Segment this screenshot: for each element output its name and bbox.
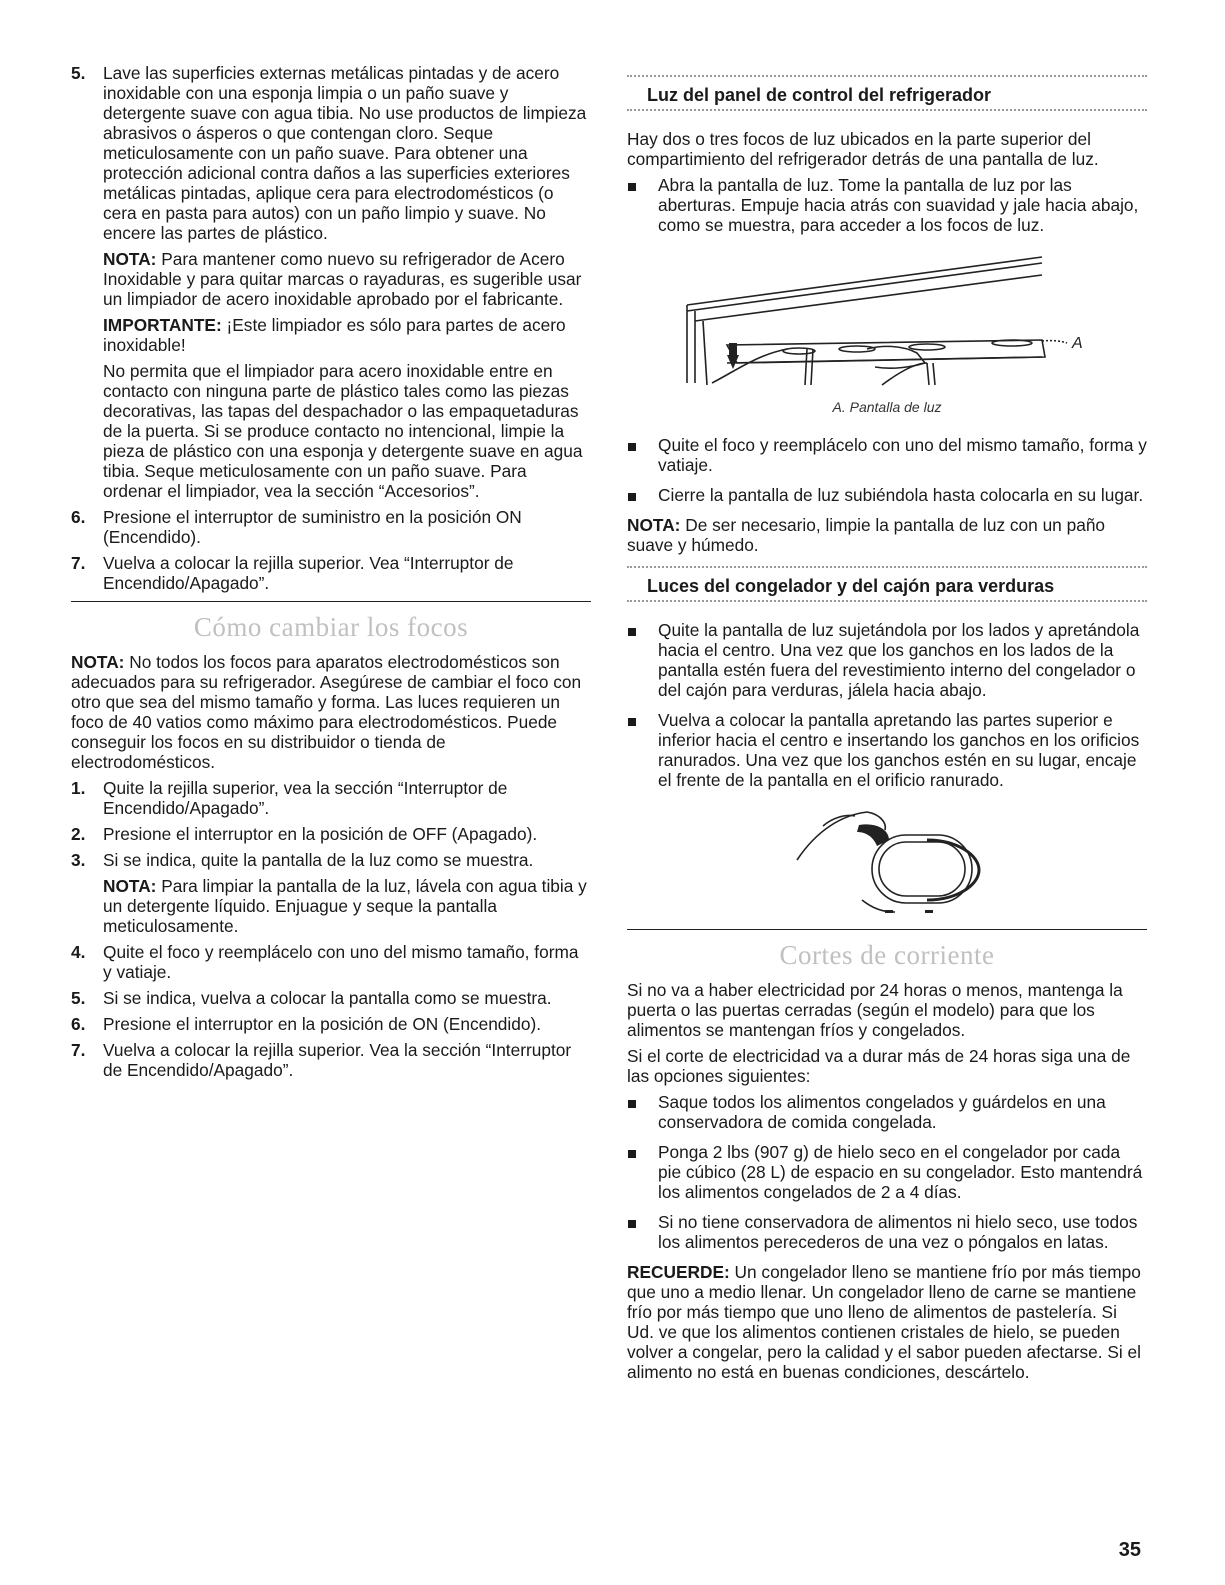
reminder-paragraph bbox=[627, 1262, 1147, 1382]
bullet-item bbox=[627, 435, 1147, 475]
dotted-rule bbox=[627, 600, 1147, 605]
item-text: Si se indica, quite la pantalla de la luz como se muestra. bbox=[103, 850, 534, 870]
item-number: 7. bbox=[71, 1040, 86, 1060]
paragraph: Si el corte de electricidad va a durar más de 24 horas siga una de las opciones siguientes: bbox=[627, 1046, 1131, 1086]
dotted-rule bbox=[627, 109, 1147, 114]
bullet-item bbox=[627, 710, 1147, 790]
list-item bbox=[71, 507, 591, 547]
freezer-shield-illustration bbox=[627, 800, 1147, 925]
intro-paragraph: Hay dos o tres focos de luz ubicados en la parte superior del compartimiento del refrigerador detrás de una pantalla de luz. bbox=[627, 129, 1099, 169]
note-label: NOTA: bbox=[71, 652, 125, 672]
section-title-cortes: Cortes de corriente bbox=[779, 940, 995, 970]
bullet-text: Quite la pantalla de luz sujetándola por los lados y apretándola hacia el centro. Una vez que los ganchos en los lados de la pantalla estén fuera del revestimiento interno del congelador o del cajón para verduras, jálela hacia abajo. bbox=[658, 620, 1140, 700]
right-column bbox=[627, 70, 1147, 1388]
subheading-panel-light: Luz del panel de control del refrigerador bbox=[647, 85, 992, 105]
note-text: No todos los focos para aparatos electrodomésticos son adecuados para su refrigerador. Asegúrese de cambiar el foco con otro que sea del mismo tamaño y forma. Las luces requieren un foco de 40 vatios como máximo para electrodomésticos. Puede conseguir los focos en su distribuidor o tienda de electrodomésticos. bbox=[71, 652, 582, 772]
list-item bbox=[71, 850, 591, 870]
light-shield-figure bbox=[627, 245, 1147, 395]
item-number: 2. bbox=[71, 824, 86, 844]
bullet-icon bbox=[627, 620, 658, 700]
note-label: NOTA: bbox=[103, 876, 157, 896]
item-number: 3. bbox=[71, 850, 86, 870]
paragraph: Si no va a haber electricidad por 24 horas o menos, mantenga la puerta o las puertas cerradas (según el modelo) para que los alimentos se mantengan fríos y congelados. bbox=[627, 980, 1123, 1040]
bullet-text: Saque todos los alimentos congelados y guárdelos en una conservadora de comida congelada. bbox=[658, 1092, 1106, 1132]
item-number: 6. bbox=[71, 1014, 86, 1034]
figure-label-a: A bbox=[1072, 335, 1083, 352]
list-item bbox=[71, 553, 591, 593]
item-text: Vuelva a colocar la rejilla superior. Vea “Interruptor de Encendido/Apagado”. bbox=[103, 553, 514, 593]
item-text: Presione el interruptor de suministro en la posición ON (Encendido). bbox=[103, 507, 522, 547]
bullet-icon bbox=[627, 435, 658, 475]
important-label: IMPORTANTE: bbox=[103, 315, 222, 335]
bullet-text: Abra la pantalla de luz. Tome la pantalla de luz por las aberturas. Empuje hacia atrás con suavidad y jale hacia abajo, como se muestra, para acceder a los focos de luz. bbox=[658, 175, 1139, 235]
item-number: 4. bbox=[71, 942, 86, 962]
bullet-item bbox=[627, 485, 1147, 505]
bullet-item bbox=[627, 1092, 1147, 1132]
list-item bbox=[71, 1040, 591, 1080]
list-item bbox=[71, 1014, 591, 1034]
list-item bbox=[71, 63, 591, 243]
item-number: 5. bbox=[71, 63, 86, 83]
section-divider bbox=[627, 929, 1147, 930]
note-paragraph bbox=[103, 249, 591, 309]
bullet-item bbox=[627, 620, 1147, 700]
section-title-focos: Cómo cambiar los focos bbox=[193, 612, 469, 642]
bullet-icon bbox=[627, 175, 658, 235]
section-divider bbox=[71, 601, 591, 602]
bullet-icon bbox=[627, 485, 658, 505]
reminder-text: Un congelador lleno se mantiene frío por más tiempo que uno a medio llenar. Un congelador lleno de carne se mantiene frío por más tiempo que uno lleno de alimentos de pastelería. Si Ud. ve que los alimentos contienen cristales de hielo, se pueden volver a congelar, pero la calidad y el sabor pueden afectarse. Si el alimento no está en buenas condiciones, descártelo. bbox=[627, 1262, 1141, 1382]
note-paragraph bbox=[103, 876, 591, 936]
bullet-text: Quite el foco y reemplácelo con uno del mismo tamaño, forma y vatiaje. bbox=[658, 435, 1147, 475]
note-paragraph bbox=[71, 652, 591, 772]
note-label: NOTA: bbox=[103, 249, 157, 269]
bullet-text: Si no tiene conservadora de alimentos ni hielo seco, use todos los alimentos perecederos de una vez o póngalos en latas. bbox=[658, 1212, 1138, 1252]
bullet-item bbox=[627, 175, 1147, 235]
note-text: Para mantener como nuevo su refrigerador de Acero Inoxidable y para quitar marcas o rayaduras, es sugerible usar un limpiador de acero inoxidable aprobado por el fabricante. bbox=[103, 249, 582, 309]
item-text: Si se indica, vuelva a colocar la pantalla como se muestra. bbox=[103, 988, 552, 1008]
warning-paragraph: No permita que el limpiador para acero inoxidable entre en contacto con ninguna parte de plástico tales como las piezas decorativas, las tapas del despachador o las empaquetaduras de la puerta. Si se produce contacto no intencional, limpie la pieza de plástico con una esponja y detergente suave en agua tibia. Seque meticulosamente con un paño suave. Para ordenar el limpiador, vea la sección “Accesorios”. bbox=[103, 361, 583, 501]
item-number: 7. bbox=[71, 553, 86, 573]
item-text: Vuelva a colocar la rejilla superior. Vea la sección “Interruptor de Encendido/Apagado”. bbox=[103, 1040, 572, 1080]
bullet-icon bbox=[627, 710, 658, 790]
subheading-freezer-lights: Luces del congelador y del cajón para verduras bbox=[647, 576, 1055, 596]
light-shield-illustration bbox=[627, 245, 1147, 395]
list-item bbox=[71, 942, 591, 982]
item-number: 1. bbox=[71, 778, 86, 798]
important-paragraph bbox=[103, 315, 591, 355]
item-text: Lave las superficies externas metálicas pintadas y de acero inoxidable con una esponja limpia o un paño suave y detergente suave con agua tibia. No use productos de limpieza abrasivos o ásperos o que contengan cloro. Seque meticulosamente con un paño suave. Para obtener una protección adicional contra daños a las superficies exteriores metálicas pintadas, aplique cera para electrodomésticos (o cera en pasta para autos) con un paño limpio y suave. No encere las partes de plástico. bbox=[103, 63, 587, 243]
item-text: Presione el interruptor en la posición de ON (Encendido). bbox=[103, 1014, 542, 1034]
left-column bbox=[71, 63, 591, 1086]
page-number: 35 bbox=[1118, 1539, 1141, 1561]
bullet-text: Cierre la pantalla de luz subiéndola hasta colocarla en su lugar. bbox=[658, 485, 1144, 505]
figure-caption: A. Pantalla de luz bbox=[832, 399, 942, 415]
item-number: 6. bbox=[71, 507, 86, 527]
list-item bbox=[71, 778, 591, 818]
reminder-label: RECUERDE: bbox=[627, 1262, 730, 1282]
item-number: 5. bbox=[71, 988, 86, 1008]
bullet-item bbox=[627, 1212, 1147, 1252]
list-item bbox=[71, 988, 591, 1008]
note-text: Para limpiar la pantalla de la luz, lávela con agua tibia y un detergente líquido. Enjuague y seque la pantalla meticulosamente. bbox=[103, 876, 587, 936]
note-paragraph bbox=[627, 515, 1147, 555]
subheading-block bbox=[627, 561, 1147, 610]
note-text: De ser necesario, limpie la pantalla de luz con un paño suave y húmedo. bbox=[627, 515, 1106, 555]
item-text: Quite la rejilla superior, vea la sección “Interruptor de Encendido/Apagado”. bbox=[103, 778, 508, 818]
bullet-icon bbox=[627, 1142, 658, 1202]
subheading-block bbox=[627, 70, 1147, 119]
note-label: NOTA: bbox=[627, 515, 681, 535]
bullet-icon bbox=[627, 1212, 658, 1252]
bullet-item bbox=[627, 1142, 1147, 1202]
item-text: Quite el foco y reemplácelo con uno del mismo tamaño, forma y vatiaje. bbox=[103, 942, 579, 982]
bullet-icon bbox=[627, 1092, 658, 1132]
item-text: Presione el interruptor en la posición de OFF (Apagado). bbox=[103, 824, 538, 844]
bullet-text: Vuelva a colocar la pantalla apretando las partes superior e inferior hacia el centro e insertando los ganchos en los orificios ranurados. Una vez que los ganchos estén en su lugar, encaje el frente de la pantalla en el orificio ranurado. bbox=[658, 710, 1140, 790]
important-text: ¡Este limpiador es sólo para partes de acero inoxidable! bbox=[103, 315, 566, 355]
bullet-text: Ponga 2 lbs (907 g) de hielo seco en el congelador por cada pie cúbico (28 L) de espacio en su congelador. Esto mantendrá los alimentos congelados de 2 a 4 días. bbox=[658, 1142, 1143, 1202]
freezer-light-figure bbox=[627, 800, 1147, 925]
list-item bbox=[71, 824, 591, 844]
